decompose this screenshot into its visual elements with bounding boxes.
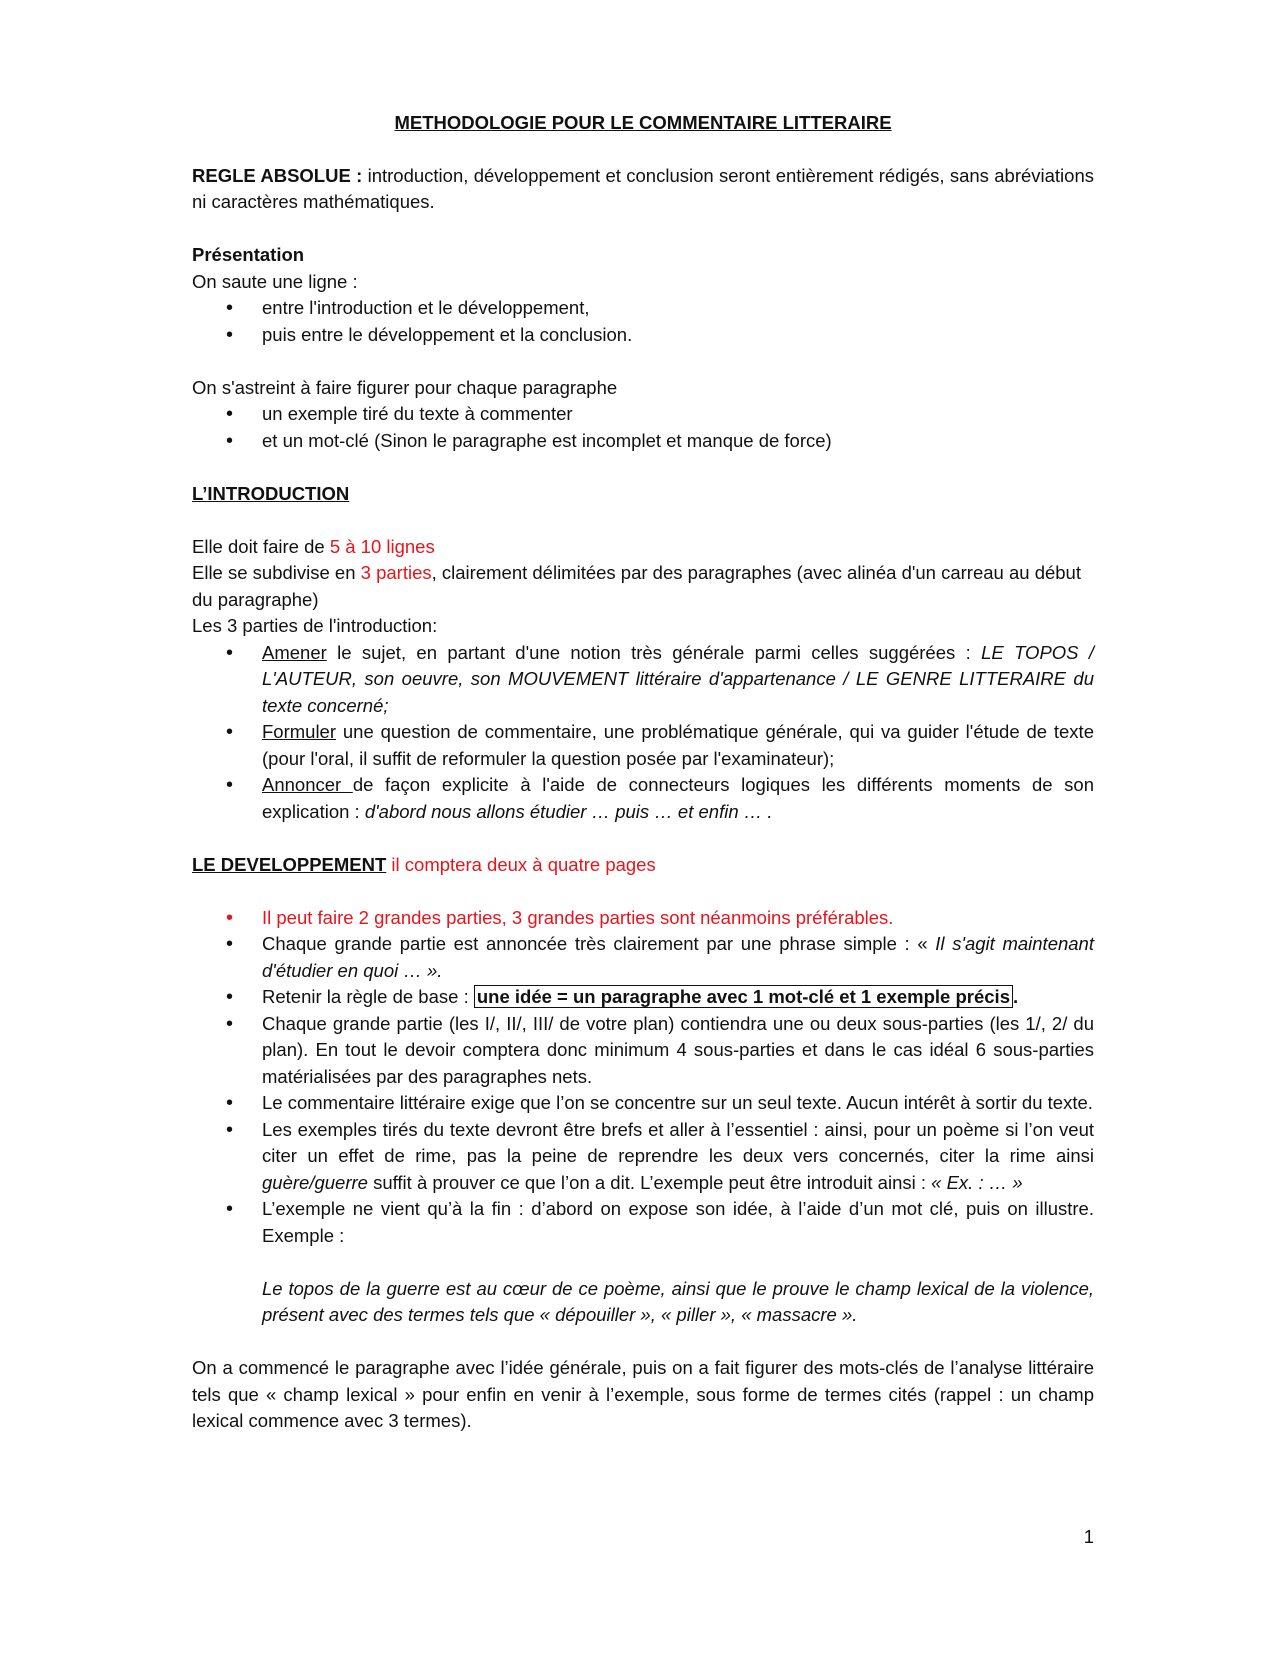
bullet-icon: • bbox=[226, 1092, 234, 1114]
list-item: • Il peut faire 2 grandes parties, 3 grandes parties sont néanmoins préférables. bbox=[192, 905, 1094, 932]
line-skip-intro: On saute une ligne : bbox=[192, 270, 358, 292]
length-highlight: 5 à 10 lignes bbox=[329, 535, 435, 557]
bullet-icon: • bbox=[226, 429, 234, 452]
developpement-list bbox=[192, 905, 1094, 1250]
closing-paragraph: On a commencé le paragraphe avec l’idée générale, puis on a fait figurer des mots-clés de l’analyse littéraire tels que « champ lexical » pour enfin en venir à l’exemple, sous forme de termes cités (rappel : un champ lexical commence avec 3 termes). bbox=[192, 1357, 1094, 1431]
list-item: • Retenir la règle de base : une idée = un paragraphe avec 1 mot-clé et 1 exemple précis . bbox=[192, 984, 1094, 1011]
introduction-length: Elle doit faire de 5 à 10 lignes bbox=[192, 535, 435, 557]
list-item: • Formuler une question de commentaire, une problématique générale, qui va guider l'étude de texte (pour l'oral, il suffit de reformuler la question posée par l'examinateur); bbox=[226, 721, 1094, 769]
rule-label: REGLE ABSOLUE : bbox=[192, 164, 363, 186]
bullet-icon: • bbox=[226, 403, 234, 425]
bullet-icon: • bbox=[226, 986, 234, 1008]
bullet-icon: • bbox=[226, 1012, 234, 1035]
bullet-icon: • bbox=[226, 323, 234, 346]
example-paragraph: Le topos de la guerre est au cœur de ce poème, ainsi que le prouve le champ lexical de la violence, présent avec des termes tels que « dépouiller », « piller », « massacre ». bbox=[262, 1277, 1094, 1325]
bullet-icon: • bbox=[226, 906, 234, 929]
base-rule-box: une idée = un paragraphe avec 1 mot-clé et 1 exemple précis bbox=[474, 985, 1013, 1008]
absolute-rule bbox=[192, 163, 1094, 216]
bullet-icon: • bbox=[226, 297, 234, 319]
developpement-heading: LE DEVELOPPEMENT bbox=[192, 853, 387, 875]
introduction-parts-label: Les 3 parties de l'introduction: bbox=[192, 615, 438, 636]
introduction-parts: Elle se subdivise en 3 parties, clairement délimitées par des paragraphes (avec alinéa d'un carreau au début du paragraphe) bbox=[192, 562, 1081, 610]
list-item: • et un mot-clé (Sinon le paragraphe est incomplet et manque de force) bbox=[192, 428, 1094, 455]
document-body bbox=[192, 110, 1094, 1435]
paragraph-rule-intro: On s'astreint à faire figurer pour chaque paragraphe bbox=[192, 376, 618, 398]
developpement-heading-line bbox=[192, 852, 1094, 879]
list-item: • entre l'introduction et le développement, bbox=[192, 295, 1094, 322]
introduction-heading: L’INTRODUCTION bbox=[192, 482, 350, 504]
bullet-icon: • bbox=[226, 1118, 234, 1141]
bullet-icon: • bbox=[226, 721, 234, 743]
list-item: • L’exemple ne vient qu’à la fin : d’abord on expose son idée, à l’aide d’un mot clé, puis on illustre. Exemple : bbox=[226, 1198, 1094, 1246]
bullet-icon: • bbox=[226, 641, 234, 664]
presentation-heading: Présentation bbox=[192, 244, 305, 265]
list-item: • Chaque grande partie (les I/, II/, III/ de votre plan) contiendra une ou deux sous-parties (les 1/, 2/ du plan). En tout le devoir comptera donc minimum 4 sous-parties et dans le cas idéal 6 sous-parties matérialisées par des paragraphes nets. bbox=[226, 1012, 1094, 1087]
bullet-icon: • bbox=[226, 774, 234, 796]
list-item: • puis entre le développement et la conclusion. bbox=[192, 322, 1094, 349]
parts-highlight: 3 parties bbox=[360, 562, 432, 583]
bullet-icon: • bbox=[226, 1198, 234, 1220]
list-item: • Chaque grande partie est annoncée très clairement par une phrase simple : « Il s'agit maintenant d'étudier en quoi … ». bbox=[226, 933, 1094, 981]
list-item: • Le commentaire littéraire exige que l’on se concentre sur un seul texte. Aucun intérêt à sortir du texte. bbox=[192, 1090, 1094, 1117]
page-number: 1 bbox=[1083, 1526, 1094, 1547]
developpement-length: il comptera deux à quatre pages bbox=[386, 853, 656, 875]
list-item: • Amener le sujet, en partant d'une notion très générale parmi celles suggérées : LE TOPOS / L'AUTEUR, son oeuvre, son MOUVEMENT littéraire d'appartenance / LE GENRE LITTERAIRE du texte concerné; bbox=[226, 641, 1094, 716]
bullet-icon: • bbox=[226, 933, 234, 955]
line-skip-list bbox=[192, 295, 1094, 348]
paragraph-rule-list bbox=[192, 401, 1094, 454]
rule-text: introduction, développement et conclusion seront entièrement rédigés, sans abréviations ni caractères mathématiques. bbox=[192, 164, 1094, 212]
list-item: • Les exemples tirés du texte devront être brefs et aller à l’essentiel : ainsi, pour un poème si l’on veut citer un effet de rime, pas la peine de reprendre les deux vers concernés, citer la rime ainsi guère/guerre suffit à prouver ce que l’on a dit. L’exemple peut être introduit ainsi : « Ex. : … » bbox=[226, 1118, 1094, 1193]
list-item: • un exemple tiré du texte à commenter bbox=[192, 401, 1094, 428]
list-item: • Annoncer de façon explicite à l'aide de connecteurs logiques les différents moments de son explication : d'abord nous allons étudier … puis … et enfin … . bbox=[226, 774, 1094, 822]
introduction-parts-list bbox=[192, 640, 1094, 826]
document-title: METHODOLOGIE POUR LE COMMENTAIRE LITTERAIRE bbox=[394, 112, 892, 133]
